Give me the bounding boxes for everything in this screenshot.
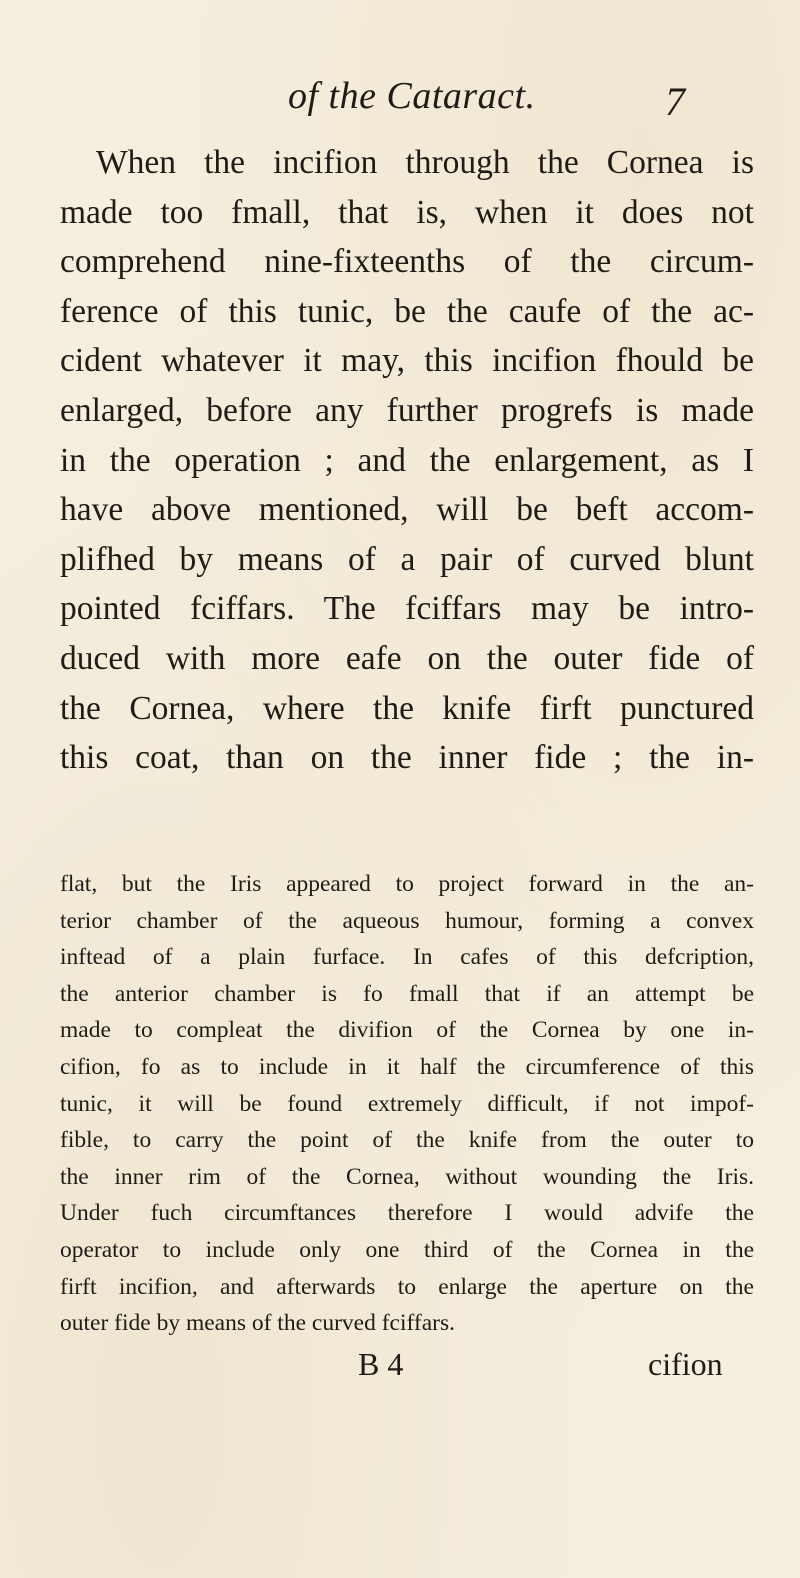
footnote-line: Under fuch circumftances therefore I would advife the bbox=[60, 1200, 754, 1227]
footnote-line: outer fide by means of the curved fciffars. bbox=[60, 1310, 455, 1337]
running-head bbox=[0, 68, 800, 128]
main-text-line: plifhed by means of a pair of curved blunt bbox=[60, 540, 754, 578]
main-text-line: duced with more eafe on the outer fide of bbox=[60, 639, 754, 677]
main-text-line: comprehend nine-fixteenths of the circum- bbox=[60, 243, 754, 281]
page-footer bbox=[0, 1346, 800, 1396]
page-number: 7 bbox=[665, 79, 685, 124]
main-text-line: have above mentioned, will be beft accom- bbox=[60, 491, 754, 529]
footnote-line: inftead of a plain furface. In cafes of this defcription, bbox=[60, 944, 754, 971]
main-text-line: in the operation ; and the enlargement, as I bbox=[60, 441, 754, 479]
main-text-line: made too fmall, that is, when it does not bbox=[60, 193, 754, 231]
main-text-line: When the incifion through the Cornea is bbox=[96, 144, 754, 181]
footnote-line: made to compleat the divifion of the Cornea by one in- bbox=[60, 1017, 754, 1044]
catchword: cifion bbox=[648, 1346, 723, 1382]
footnote-line: tunic, it will be found extremely difficult, if not impof- bbox=[60, 1090, 754, 1117]
footnote-line: firft incifion, and afterwards to enlarge the aperture on the bbox=[60, 1273, 754, 1300]
signature-mark: B 4 bbox=[358, 1346, 404, 1382]
footnote-line: fible, to carry the point of the knife from the outer to bbox=[60, 1127, 754, 1154]
footnote-line: operator to include only one third of the Cornea in the bbox=[60, 1236, 754, 1263]
running-title: of the Cataract. bbox=[288, 75, 536, 117]
footnote-line: flat, but the Iris appeared to project forward in the an- bbox=[60, 871, 754, 897]
main-text-line: this coat, than on the inner fide ; the in- bbox=[60, 739, 754, 777]
main-text-line: cident whatever it may, this incifion fhould be bbox=[60, 342, 754, 380]
main-text-line: enlarged, before any further progrefs is made bbox=[60, 391, 754, 429]
main-text-line: pointed fciffars. The fciffars may be intro- bbox=[60, 590, 754, 628]
footnote-line: the anterior chamber is fo fmall that if an attempt be bbox=[60, 980, 754, 1007]
main-text-block bbox=[60, 138, 754, 783]
footnote-line: cifion, fo as to include in it half the circumference of this bbox=[60, 1053, 754, 1080]
footnote-block bbox=[60, 866, 754, 1342]
footnote-line: terior chamber of the aqueous humour, forming a convex bbox=[60, 907, 754, 934]
footnote-line: the inner rim of the Cornea, without wounding the Iris. bbox=[60, 1163, 754, 1190]
main-text-line: the Cornea, where the knife firft punctured bbox=[60, 689, 754, 727]
main-text-line: ference of this tunic, be the caufe of the ac- bbox=[60, 292, 754, 330]
